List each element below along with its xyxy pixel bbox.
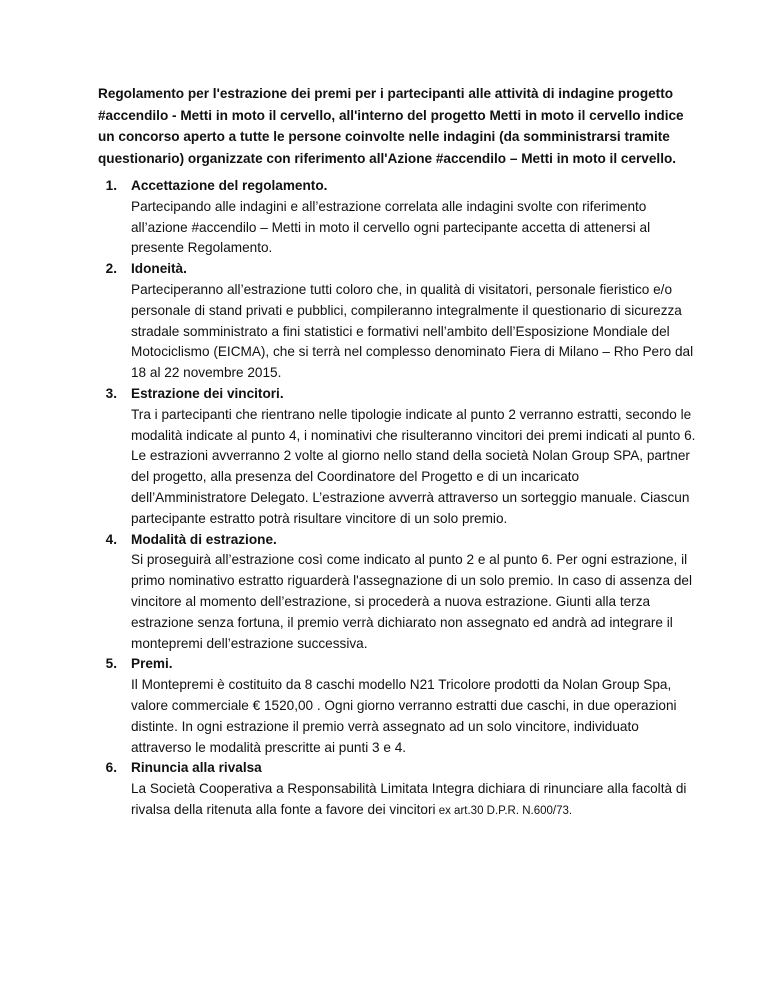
rule-section-eligibility bbox=[98, 259, 698, 384]
section-number: 6. bbox=[105, 760, 117, 776]
rule-section-winners-draw bbox=[98, 384, 698, 530]
section-body: Parteciperanno all’estrazione tutti coloro che, in qualità di visitatori, personale fieristico e/o personale di stand privati e pubblici, compileranno integralmente il questionario di sicurezza stradale somministrato a fini statistici e formativi nell’ambito dell’Esposizione Mondiale del Motociclismo (EICMA), che si terrà nel complesso denominato Fiera di Milano – Rho Pero dal 18 al 22 novembre 2015. bbox=[131, 281, 694, 381]
section-number: 4. bbox=[105, 531, 117, 547]
section-body: Il Montepremi è costituito da 8 caschi modello N21 Tricolore prodotti da Nolan Group Spa, valore commerciale € 1520,00 . Ogni giorno verranno estratti due caschi, in due operazioni distinte. In ogni estrazione il premio verrà assegnato ad un solo vincitore, individuato attraverso le modalità prescritte ai punti 3 e 4. bbox=[131, 677, 677, 755]
rule-section-acceptance bbox=[98, 176, 698, 259]
legal-reference: ex art.30 D.P.R. N.600/73. bbox=[435, 804, 573, 817]
document-intro: Regolamento per l'estrazione dei premi per i partecipanti alle attività di indagine progetto #accendilo - Metti in moto il cervello, all'interno del progetto Metti in moto il cervello indice un concorso aperto a tutte le persone coinvolte nelle indagini (da somministrarsi tramite questionario) organizzate con riferimento all'Azione #accendilo – Metti in moto il cervello. bbox=[98, 86, 684, 166]
section-number: 5. bbox=[105, 656, 117, 672]
section-title: Modalità di estrazione. bbox=[131, 531, 277, 547]
rule-section-draw-method bbox=[98, 530, 698, 655]
rule-section-waiver bbox=[98, 758, 698, 821]
section-title: Accettazione del regolamento. bbox=[131, 178, 328, 193]
section-body bbox=[131, 779, 698, 822]
section-body: Tra i partecipanti che rientrano nelle tipologie indicate al punto 2 verranno estratti, secondo le modalità indicate al punto 4, i nominativi che risulteranno vincitori dei premi indicati al punto 6. Le estrazioni avverranno 2 volte al giorno nello stand della società Nolan Group SPA, partner del progetto, alla presenza del Coordinatore del Progetto e di un incaricato dell’Amministratore Delegato. L’estrazione avverrà attraverso un sorteggio manuale. Ciascun partecipante estratto potrà risultare vincitore di un solo premio. bbox=[131, 406, 696, 526]
section-title: Idoneità. bbox=[131, 261, 187, 277]
section-title: Rinuncia alla rivalsa bbox=[131, 760, 262, 776]
section-body: Si proseguirà all’estrazione così come indicato al punto 2 e al punto 6. Per ogni estrazione, il primo nominativo estratto riguarderà l'assegnazione di un solo premio. In caso di assenza del vincitore al momento dell’estrazione, si procederà a nuova estrazione. Giunti alla terza estrazione senza fortuna, il premio verrà dichiarato non assegnato ed andrà ad integrare il montepremi dell’estrazione successiva. bbox=[131, 552, 693, 651]
section-number: 1. bbox=[105, 178, 117, 193]
section-number: 3. bbox=[105, 385, 117, 401]
section-body-text: La Società Cooperativa a Responsabilità Limitata Integra dichiara di rinunciare alla facoltà di rivalsa della ritenuta alla fonte a favore dei vincitori bbox=[131, 781, 687, 817]
section-number: 2. bbox=[105, 261, 117, 277]
section-title: Estrazione dei vincitori. bbox=[131, 385, 284, 401]
section-title: Premi. bbox=[131, 656, 173, 672]
rule-section-prizes bbox=[98, 654, 698, 758]
rules-list bbox=[98, 176, 698, 822]
section-body: Partecipando alle indagini e all’estrazione correlata alle indagini svolte con riferimento all’azione #accendilo – Metti in moto il cervello ogni partecipante accetta di attenersi al presente Regolamento. bbox=[131, 198, 651, 256]
